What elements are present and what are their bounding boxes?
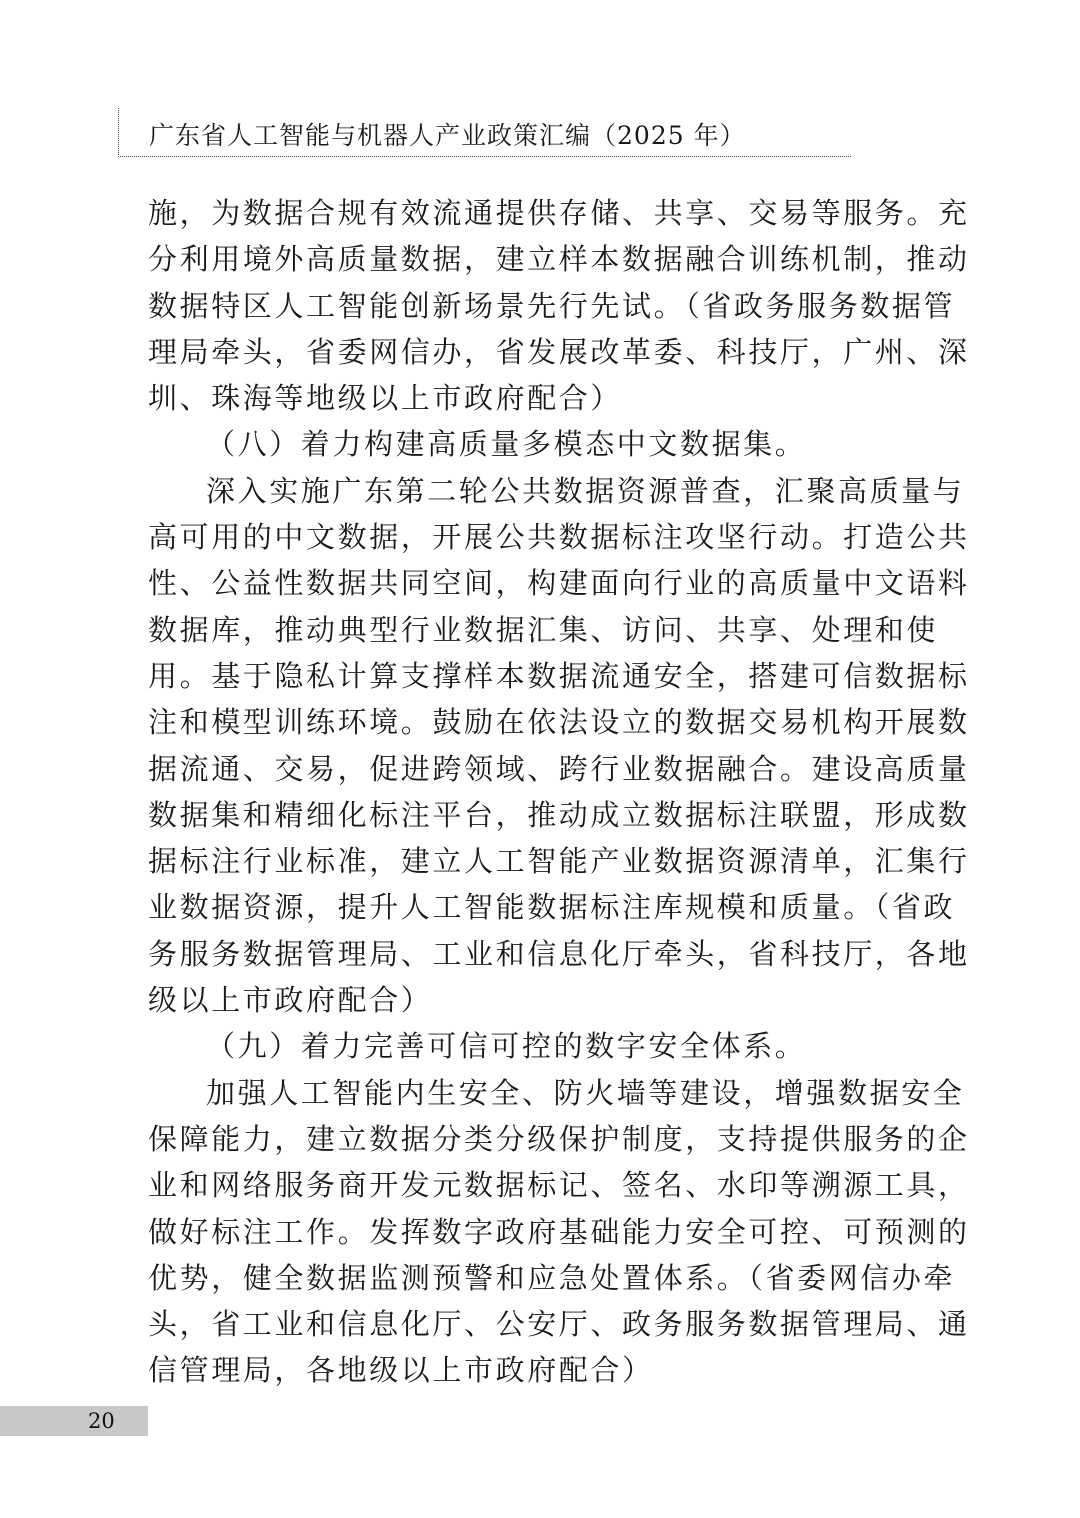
paragraph-line: 分利用境外高质量数据，建立样本数据融合训练机制，推动 <box>148 242 970 277</box>
paragraph-line: 据标注行业标准，建立人工智能产业数据资源清单，汇集行 <box>148 844 970 879</box>
paragraph-line: 施，为数据合规有效流通提供存储、共享、交易等服务。充 <box>148 196 970 230</box>
paragraph-line: 头，省工业和信息化厅、公安厅、政务服务数据管理局、通 <box>148 1307 970 1342</box>
paragraph-line: 业数据资源，提升人工智能数据标注库规模和质量。（省政 <box>148 890 956 925</box>
paragraph-line: 优势，健全数据监测预警和应急处置体系。（省委网信办牵 <box>148 1260 956 1295</box>
paragraph-line: 理局牵头，省委网信办，省发展改革委、科技厅，广州、深 <box>148 334 970 369</box>
paragraph-line: 数据特区人工智能创新场景先行先试。（省政务服务数据管 <box>148 288 956 323</box>
paragraph-line: 级以上市政府配合） <box>148 983 433 1018</box>
page-number: 20 <box>88 1409 115 1433</box>
paragraph-line: 深入实施广东第二轮公共数据资源普查，汇聚高质量与 <box>206 473 965 508</box>
paragraph-line: 数据集和精细化标注平台，推动成立数据标注联盟，形成数 <box>148 797 970 832</box>
paragraph-line: 务服务数据管理局、工业和信息化厅牵头，省科技厅，各地 <box>148 936 970 971</box>
paragraph-line: 数据库，推动典型行业数据汇集、访问、共享、处理和使 <box>148 612 939 647</box>
body-text <box>148 190 970 1394</box>
paragraph-line: 用。基于隐私计算支撑样本数据流通安全，搭建可信数据标 <box>148 658 970 693</box>
paragraph-line: 圳、珠海等地级以上市政府配合） <box>148 381 623 416</box>
page-number-tab <box>0 1406 148 1436</box>
paragraph-line: 保障能力，建立数据分类分级保护制度，支持提供服务的企 <box>148 1121 970 1156</box>
header-title: 广东省人工智能与机器人产业政策汇编（2025 年） <box>149 121 746 150</box>
paragraph-line: 据流通、交易，促进跨领域、跨行业数据融合。建设高质量 <box>148 751 970 786</box>
paragraph-line: 加强人工智能内生安全、防火墙等建设，增强数据安全 <box>206 1075 965 1110</box>
section-heading-9: （九）着力完善可信可控的数字安全体系。 <box>206 1029 807 1064</box>
paragraph-line: 性、公益性数据共同空间，构建面向行业的高质量中文语料 <box>148 566 970 601</box>
running-header <box>118 108 851 157</box>
paragraph-line: 高可用的中文数据，开展公共数据标注攻坚行动。打造公共 <box>148 520 970 555</box>
paragraph-line: 信管理局，各地级以上市政府配合） <box>148 1353 654 1388</box>
paragraph-line: 注和模型训练环境。鼓励在依法设立的数据交易机构开展数 <box>148 705 970 740</box>
paragraph-line: 做好标注工作。发挥数字政府基础能力安全可控、可预测的 <box>148 1214 970 1249</box>
paragraph-line: 业和网络服务商开发元数据标记、签名、水印等溯源工具， <box>148 1168 970 1203</box>
section-heading-8: （八）着力构建高质量多模态中文数据集。 <box>206 427 807 462</box>
